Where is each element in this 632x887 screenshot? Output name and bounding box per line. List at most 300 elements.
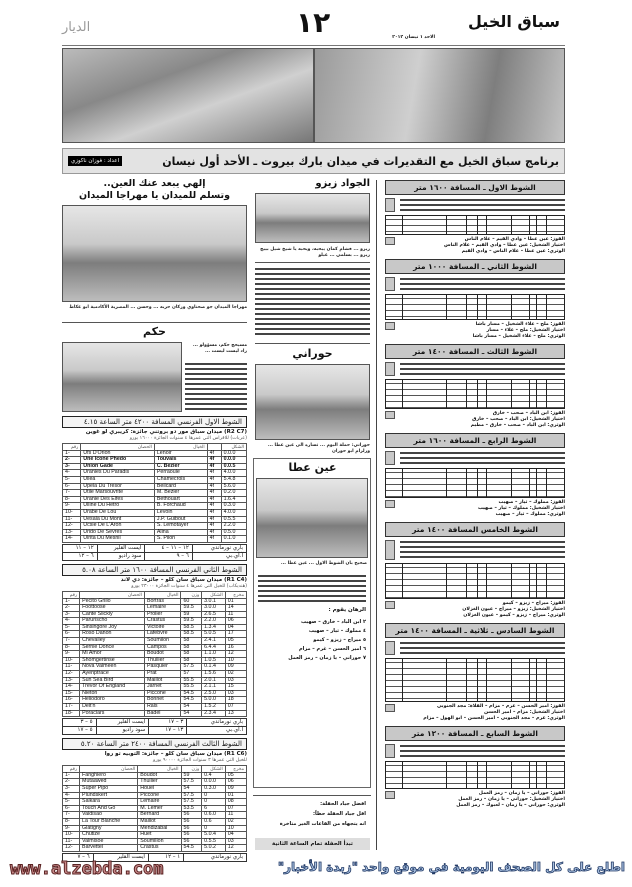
hakam-photo [62, 342, 182, 412]
table-cell: 5- [63, 476, 81, 483]
side-marker [385, 322, 395, 330]
race-conditions [385, 744, 565, 758]
bets-cell: ايست القلير [93, 853, 148, 861]
group-photo [62, 205, 247, 302]
table-cell: Houel [138, 785, 181, 792]
table-cell: 2.1.1 [202, 684, 226, 691]
table-column-rule [546, 216, 547, 234]
table-cell: 1- [63, 772, 80, 779]
french-race-table [62, 765, 247, 852]
table-cell: 0.1.0 [221, 536, 246, 543]
table-cell: 5.0.0 [202, 697, 226, 704]
table-cell: Beilcard [154, 483, 207, 490]
table-cell: Ayenptrace [80, 671, 145, 678]
side-marker [385, 641, 395, 655]
table-column-rule [466, 216, 467, 234]
bets-row [63, 719, 247, 727]
table-cell: Badel [144, 710, 181, 717]
note-item: افضل جياد الحفلة: [320, 801, 366, 807]
table-column-rule [486, 659, 487, 701]
table-column-rule [546, 469, 547, 497]
table-column-rule [446, 659, 447, 701]
table-cell: 9- [63, 651, 80, 658]
table-cell: 1.3.4 [202, 624, 226, 631]
table-cell: 5.0.4 [202, 832, 226, 839]
best-list-item: ٥ ميراج – زيزو – كيمو [313, 637, 366, 643]
table-cell: 14- [63, 536, 81, 543]
race-photo-right [314, 48, 565, 143]
table-cell: 5.0.5 [202, 631, 226, 638]
table-column-rule [529, 659, 530, 701]
table-cell: Fanghiero [80, 772, 138, 779]
table-cell: 55.5 [181, 677, 202, 684]
table-cell: Crastus [138, 845, 181, 852]
race-conditions [385, 451, 565, 465]
table-cell: Crastus [144, 618, 181, 625]
table-cell: 58.5 [181, 631, 202, 638]
table-cell: 2.6.5 [202, 611, 226, 618]
table-cell: 13- [63, 529, 81, 536]
table-cell: Soumilon [144, 638, 181, 645]
table-cell: 07 [225, 704, 246, 711]
table-column-rule [402, 762, 403, 788]
french-race-block [62, 738, 247, 862]
bets-cell: ايست القلير [97, 544, 145, 552]
table-cell: Mendizabal [138, 825, 181, 832]
table-cell: 04 [225, 624, 246, 631]
table-cell: 4- [63, 792, 80, 799]
race-pick: الوثري: غرم – مجد الجنوبي – امير الحسن – ابو الهول – مزام [423, 716, 565, 721]
race-conditions-text [400, 540, 565, 560]
race-picks [385, 500, 565, 518]
table-cell: M. Lemer [138, 805, 181, 812]
french-race-conditions: (عربات) للافراس التي عمرها ٤ سنوات الجائزة ١٦٠٠٠ يورو [129, 436, 247, 441]
side-marker [385, 500, 395, 508]
table-cell: Prolier [144, 611, 181, 618]
table-cell: 5.6.0 [221, 483, 246, 490]
table-column-rule [446, 762, 447, 788]
hakam-text: مسيحج حكم، مسؤولو ... زاد ليست ليست ... [192, 343, 247, 354]
race-entries-table [385, 215, 565, 235]
side-marker [385, 362, 395, 376]
table-cell: 0.2.0 [221, 490, 246, 497]
race-entries-table [385, 658, 565, 702]
table-cell: 05 [225, 772, 246, 779]
race-heading: الشوط الاول ـ المسافة ١٦٠٠ متر [385, 180, 565, 195]
start-note: تبدأ الحفلة تمام الساعة الثانية [255, 838, 370, 850]
table-column-rule [529, 216, 530, 234]
side-marker [385, 791, 395, 799]
table-cell: 0.5.0 [221, 529, 246, 536]
bets-cell: سود راديو [97, 552, 145, 560]
table-cell: Touch And Go [80, 805, 138, 812]
table-cell: 3- [63, 785, 80, 792]
side-marker [385, 277, 395, 291]
table-cell: 5.0.2 [202, 845, 226, 852]
table-column-rule [536, 469, 537, 497]
table-cell: Mutaawed [80, 779, 138, 786]
table-cell: Lafebvre [144, 631, 181, 638]
table-cell: 12- [63, 523, 81, 530]
bets-cell: ٦ – ٧ [63, 853, 94, 861]
table-cell: 4- [63, 470, 81, 477]
side-marker [385, 704, 395, 712]
table-cell: J.P. Guibout [154, 516, 207, 523]
table-column-rule [529, 564, 530, 598]
table-cell: 56 [181, 825, 202, 832]
table-column-rule [477, 216, 478, 234]
race-picks [385, 601, 565, 619]
table-row [63, 845, 247, 852]
table-cell: Bonnet [144, 697, 181, 704]
table-cell: 5- [63, 624, 80, 631]
divider [253, 795, 371, 796]
table-cell: 0.6.0 [202, 812, 226, 819]
watermark-banner [0, 856, 632, 884]
table-cell: 12 [225, 651, 246, 658]
table-cell: 04 [225, 832, 246, 839]
table-column-rule [402, 659, 403, 701]
table-cell: Union Gade [81, 463, 155, 470]
table-cell: 01 [225, 598, 246, 605]
table-cell: 03 [225, 677, 246, 684]
race-heading: الشوط السابع ـ المسافة ١٢٠٠ متر [385, 726, 565, 741]
table-cell: 4.0.0 [221, 470, 246, 477]
table-column-rule [529, 380, 530, 408]
race-heading: الشوط الثاني ـ المسافة ١٠٠٠ متر [385, 259, 565, 274]
watermark-slogan: اطلع على كل الصحف اليومية في موقع واحد "زبدة الأخبار" [277, 860, 625, 874]
headline-line-1: إلهي يبعد عنك العين.. [103, 178, 206, 189]
table-cell: Valdisao [80, 812, 138, 819]
bets-cell: ٦ – ١٢ [63, 552, 98, 560]
french-race-heading: الشوط الاول الفرنسي المسافة ٤٢٠٠ متر الساعة ٤.١٥ [62, 416, 247, 428]
table-cell: Pecito Grillo [80, 598, 145, 605]
column-header: الشكل [202, 766, 226, 773]
table-cell: 54 [181, 704, 202, 711]
table-cell: 57.5 [181, 799, 202, 806]
bets-cell: ١٣ – ١٧ [149, 727, 187, 735]
race-picks-list [400, 237, 565, 255]
table-cell: 17 [225, 631, 246, 638]
table-column-rule [486, 564, 487, 598]
table-cell: 2- [63, 605, 80, 612]
table-cell: 02 [225, 671, 246, 678]
race-picks-list [400, 704, 565, 722]
race-pick: الوثري: مملوك – ثيار – صهيب [495, 512, 565, 517]
table-cell: 12- [63, 845, 80, 852]
table-cell: 4f [207, 463, 221, 470]
zizo-article-text [255, 267, 370, 337]
race-conditions [385, 362, 565, 376]
bets-table [62, 718, 247, 735]
race-conditions-text [400, 641, 565, 655]
race-pick: اختيار الشخيل: ابن الباد – صحب – خارق [472, 417, 565, 422]
table-cell: Une Icone Phedo [81, 457, 155, 464]
race-pick: الوثري: حوراني – يا زمان – لعبوك – رمز العمل [456, 803, 565, 808]
table-cell: 11- [63, 516, 81, 523]
race-pick: اختيار الشخيل: مزام – امير الحسن [483, 710, 565, 715]
local-race-block [385, 623, 565, 722]
table-cell: 4f [207, 529, 221, 536]
table-cell: 59.5 [181, 618, 202, 625]
table-cell: 56 [181, 818, 202, 825]
table-cell: 7- [63, 812, 80, 819]
table-cell: Nova Valmeen [80, 664, 145, 671]
table-cell: 12 [225, 845, 246, 852]
table-cell: Poraclars [80, 710, 145, 717]
race-picks [385, 237, 565, 255]
table-cell: 54.5 [181, 845, 202, 852]
table-cell: 7- [63, 638, 80, 645]
bets-cell: باري نورماندي [187, 719, 247, 727]
race-picks [385, 411, 565, 429]
table-column-rule [466, 762, 467, 788]
french-race-block [62, 416, 247, 561]
race-heading: الشوط السادس ـ ثلاثية ـ المسافة ١٤٠٠ متر [385, 623, 565, 638]
race-pick: الفوز: ميراج – زيزو – كيمو [502, 601, 565, 606]
table-cell: Bethouart [154, 496, 207, 503]
table-column-rule [486, 469, 487, 497]
table-cell: 58 [181, 651, 202, 658]
table-cell: Lenoir [154, 450, 207, 457]
column-header: مخرج [225, 591, 246, 598]
table-cell: Heliodoro [80, 697, 145, 704]
table-cell: 0.6 [202, 818, 226, 825]
table-cell: Thullier [144, 657, 181, 664]
table-column-rule [446, 380, 447, 408]
race-heading: الشوط الرابع ـ المسافة ١٦٠٠ متر [385, 433, 565, 448]
table-cell: Shomgertinse [80, 657, 145, 664]
table-cell: 3.0.1 [202, 598, 226, 605]
table-column-rule [529, 469, 530, 497]
column-header: الشكل [221, 444, 246, 451]
table-row [63, 710, 247, 717]
horani-photo [255, 364, 370, 440]
side-marker [385, 451, 395, 465]
table-cell: 0.0.5 [221, 463, 246, 470]
table-cell: 14- [63, 684, 80, 691]
race-entries-table [385, 379, 565, 409]
bets-cell: ١ – ١٢ [148, 853, 183, 861]
table-cell: 03 [225, 838, 246, 845]
table-cell: 4f [207, 457, 221, 464]
race-pick: الفوز: امير الحسن – غرم – مزام – الفلاة: مجد الجنوبي [436, 704, 565, 709]
bets-cell: ٣ – ١٧ [149, 719, 187, 727]
table-column-rule [477, 295, 478, 319]
zizo-title: الجواد زيزو [315, 178, 370, 189]
table-cell: 59.5 [181, 605, 202, 612]
race-pick: الفوز: مملوك – ثيار – صهيب [498, 500, 565, 505]
table-column-rule [546, 762, 547, 788]
race-pick: اختيار الشخيل: عين عطا – وادي القيم – علام الناس [443, 243, 565, 248]
table-cell: 4f [207, 536, 221, 543]
race-picks [385, 791, 565, 809]
ain-ata-photo [256, 478, 368, 558]
table-cell: Plundskert [80, 792, 138, 799]
table-cell: 54 [181, 710, 202, 717]
table-cell: Maillot [144, 677, 181, 684]
table-cell: Ufs D'Orion [81, 450, 155, 457]
table-cell: 2.5.0 [202, 690, 226, 697]
table-column-rule [402, 295, 403, 319]
table-row [63, 536, 247, 543]
local-race-block [385, 259, 565, 340]
table-cell: 9- [63, 825, 80, 832]
table-cell: 1.6.4 [221, 496, 246, 503]
column-header: رقم [63, 444, 81, 451]
table-cell: S. Lemotayer [154, 523, 207, 530]
race-pick: الفوز: ملح – علاء الشخيل – مسار باشا [475, 322, 565, 327]
table-cell: Victoire [144, 624, 181, 631]
best-list [258, 618, 366, 663]
table-cell: Ulrita Du Mesnil [81, 536, 155, 543]
race-picks-list [400, 500, 565, 518]
ain-ata-caption: صحيح بان الشوط الاول ... عين عطا ... [280, 561, 367, 566]
table-cell: Piccone [138, 792, 181, 799]
table-cell: 54.5 [181, 690, 202, 697]
table-cell: 57 [181, 671, 202, 678]
ain-ata-text [258, 574, 366, 602]
table-cell: Utile Marsouvrite [81, 490, 155, 497]
table-column-rule [511, 295, 512, 319]
race-conditions [385, 641, 565, 655]
table-cell: Mi Amor [80, 651, 145, 658]
table-cell: 4f [207, 496, 221, 503]
divider [255, 262, 370, 263]
table-column-rule [546, 380, 547, 408]
horani-caption: حوراني: حملة البوم ... تساره الى عين عطا ... وزلزام ابو حوران [267, 443, 370, 454]
race-conditions-text [400, 362, 565, 376]
table-column-rule [511, 564, 512, 598]
race-entries-table [385, 468, 565, 498]
column-header: رقم [63, 766, 80, 773]
table-cell: Urabe De Lou [81, 509, 155, 516]
table-column-rule [511, 380, 512, 408]
table-cell: 6 [202, 805, 226, 812]
table-cell: 14 [225, 605, 246, 612]
race-entries-table [385, 294, 565, 320]
table-cell: Chamecrols [154, 476, 207, 483]
table-cell: 1.5.2 [202, 704, 226, 711]
race-pick: الوثري: ابن الباد – صحب – خارق – مطيم [470, 423, 565, 428]
hakam-title: حكم [143, 325, 166, 338]
table-column-rule [529, 762, 530, 788]
table-cell: 0 [202, 799, 226, 806]
note-item: اقل جياد الحفلة حظاً: [313, 811, 366, 817]
local-races-column [385, 180, 565, 813]
table-cell: 15- [63, 690, 80, 697]
table-column-rule [486, 380, 487, 408]
table-cell: 2.4.1 [202, 638, 226, 645]
table-cell: 18- [63, 710, 80, 717]
table-cell: 10 [225, 657, 246, 664]
race-pick: الفوز: حوراني – يا زمان – رمز العمل [478, 791, 565, 796]
table-cell: 18 [225, 697, 246, 704]
table-cell: 4.0.0 [221, 509, 246, 516]
table-cell: 5.4.8 [221, 476, 246, 483]
table-column-rule [477, 564, 478, 598]
table-cell: Boudot [138, 772, 181, 779]
table-cell: 4f [207, 476, 221, 483]
best-list-item: ٧ حوراني – يا زمان – رمز العمل [288, 655, 366, 661]
column-header: الحصان [81, 444, 155, 451]
race-conditions [385, 540, 565, 560]
table-cell: 6- [63, 631, 80, 638]
table-cell: 15 [225, 684, 246, 691]
section-title: سباق الخيل [468, 12, 560, 31]
table-cell: Campos [144, 644, 181, 651]
side-marker [385, 198, 395, 212]
table-cell: 07 [225, 805, 246, 812]
table-cell: 10- [63, 657, 80, 664]
table-cell: Uranies Du Paradis [81, 470, 155, 477]
side-marker [385, 601, 395, 609]
table-cell: 0 [202, 825, 226, 832]
table-cell: 0.5.5 [221, 516, 246, 523]
table-column-rule [486, 216, 487, 234]
table-cell: Maillot [138, 818, 181, 825]
table-column-rule [477, 762, 478, 788]
table-cell: 08 [225, 799, 246, 806]
table-cell: 57.5 [181, 792, 202, 799]
table-cell: Sernie Donce [80, 644, 145, 651]
local-race-block [385, 726, 565, 809]
watermark-url[interactable]: www.alzebda.com [10, 859, 164, 879]
table-cell: Jarnet [144, 684, 181, 691]
bets-cell: سود راديو [96, 727, 149, 735]
table-cell: 1- [63, 598, 80, 605]
table-cell: Ulline Du Hetro [81, 503, 155, 510]
french-race-subtitle: (R1 C6) ميدان سباق سان كلو – جائزة: التوبيه تو روا [104, 751, 247, 758]
race-conditions-text [400, 744, 565, 758]
table-cell: 58.5 [181, 624, 202, 631]
table-cell: 0.0.0 [221, 457, 246, 464]
table-cell: 05 [225, 638, 246, 645]
bets-cell: ٥ – ٣ [63, 719, 97, 727]
newspaper-logo: الديار [62, 20, 91, 35]
table-column-rule [536, 762, 537, 788]
table-cell: Lemaire [138, 799, 181, 806]
table-cell: 8- [63, 644, 80, 651]
table-cell: Bortras [144, 598, 181, 605]
table-cell: S. Pilon [154, 536, 207, 543]
bets-cell: باري نورماندي [192, 544, 246, 552]
french-race-conditions: للخيل التي عمرها ٣ سنوات الجائزة ٩٠٠٠٠ يورو [153, 758, 247, 764]
french-race-conditions: (هنديكاب) للخيل التي عمرها ٤ سنوات الجائزة ٢٣٠٠٠ يورو [131, 583, 247, 589]
table-column-rule [466, 564, 467, 598]
table-cell: Alina [154, 529, 207, 536]
table-cell: Trevor Of England [80, 684, 145, 691]
table-cell: 4f [207, 483, 221, 490]
table-cell: Rals [144, 704, 181, 711]
table-cell: 0 [202, 792, 226, 799]
table-cell: 03 [225, 690, 246, 697]
table-cell: 2.3.4 [202, 710, 226, 717]
table-cell: 53.5 [181, 805, 202, 812]
table-cell: Foottoose [80, 605, 145, 612]
french-race-block [62, 564, 247, 735]
divider [62, 322, 247, 323]
table-cell: La Tour Blanche [80, 818, 138, 825]
table-cell: Urido De Sevres [81, 529, 155, 536]
hakam-article-text [185, 362, 247, 410]
notes-list [258, 799, 366, 829]
race-picks-list [400, 791, 565, 809]
table-cell: 57.5 [181, 779, 202, 786]
table-cell: 17- [63, 704, 80, 711]
main-title: برنامج سباق الخيل مع التقديرات في ميدان بارك بيروت ـ الأحد أول نيسان [162, 154, 559, 168]
bets-cell: ١٢ – ١١ – ٤ [145, 544, 192, 552]
